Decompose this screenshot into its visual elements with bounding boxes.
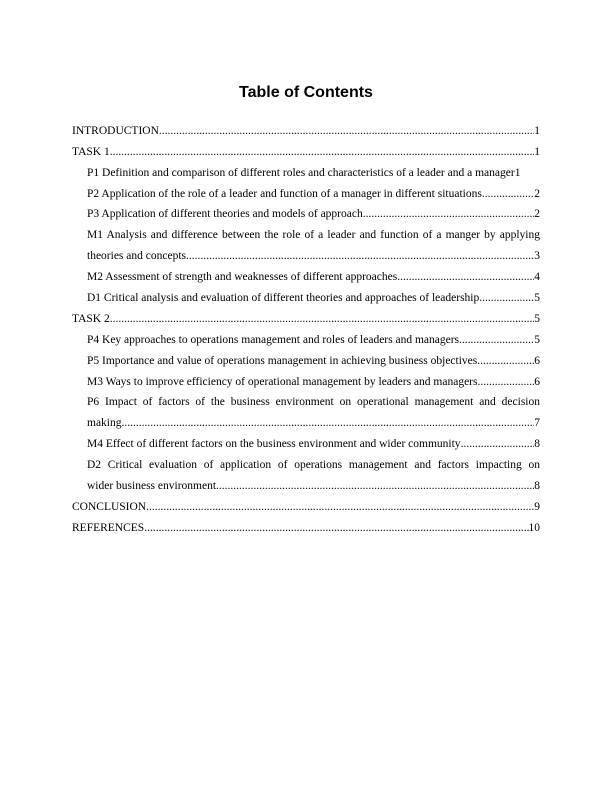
toc-entry-text: REFERENCES — [72, 521, 145, 534]
toc-entry-p2[interactable] — [72, 179, 540, 200]
toc-entry-m4[interactable] — [72, 429, 540, 450]
toc-entry-text: TASK 1 — [72, 145, 110, 158]
toc-leader-dots — [146, 501, 534, 513]
toc-entry-task-1[interactable] — [72, 137, 540, 158]
toc-leader-dots — [144, 522, 528, 534]
toc-entry-text: making — [87, 417, 122, 430]
toc-entry-text-line1: P6 Impact of factors of the business environment on operational management and decision — [87, 396, 540, 409]
toc-entry-text: P5 Importance and value of operations management in achieving business objectives — [87, 354, 478, 367]
toc-leader-dots — [110, 313, 535, 325]
toc-entry-page: 7 — [534, 417, 540, 430]
toc-entry-m2[interactable] — [72, 262, 540, 283]
toc-entry-page: 5 — [534, 292, 540, 305]
toc-entry-page: 1 — [534, 124, 540, 137]
toc-leader-dots — [459, 334, 534, 346]
table-of-contents — [72, 116, 540, 534]
toc-entry-text: wider business environment — [87, 480, 217, 493]
toc-entry-page: 1 — [514, 166, 521, 179]
toc-leader-dots — [363, 208, 535, 220]
toc-entry-page: 5 — [534, 333, 540, 346]
toc-leader-dots — [477, 355, 534, 367]
toc-leader-dots — [461, 438, 535, 450]
toc-title: Table of Contents — [239, 84, 373, 101]
toc-entry-page: 10 — [528, 521, 540, 534]
toc-entry-p6[interactable] — [72, 408, 540, 429]
toc-leader-dots — [186, 250, 534, 262]
toc-entry-text: M3 Ways to improve efficiency of operational management by leaders and managers — [87, 375, 478, 388]
toc-entry-task-2[interactable] — [72, 304, 540, 325]
toc-entry-page: 5 — [534, 312, 540, 325]
toc-leader-dots — [110, 146, 535, 158]
toc-leader-dots — [477, 376, 534, 388]
toc-entry-conclusion[interactable] — [72, 492, 540, 513]
toc-entry-d2-line1[interactable] — [72, 450, 540, 471]
toc-entry-page: 6 — [534, 375, 540, 388]
toc-entry-text-line1: M1 Analysis and difference between the role of a leader and function of a manger by applying — [87, 229, 540, 242]
toc-leader-dots — [159, 125, 534, 137]
toc-entry-page: 3 — [534, 250, 540, 263]
toc-entry-text: CONCLUSION — [72, 500, 147, 513]
toc-entry-page: 1 — [534, 145, 540, 158]
toc-entry-text: M2 Assessment of strength and weaknesses of different approaches — [87, 271, 398, 284]
toc-entry-text-line1: D2 Critical evaluation of application of operations management and factors impacting on — [87, 459, 540, 472]
toc-entry-page: 8 — [534, 438, 540, 451]
toc-entry-page: 4 — [534, 271, 540, 284]
toc-leader-dots — [479, 292, 534, 304]
toc-leader-dots — [397, 271, 534, 283]
toc-entry-m3[interactable] — [72, 367, 540, 388]
toc-entry-d2[interactable] — [72, 471, 540, 492]
toc-entry-p4[interactable] — [72, 325, 540, 346]
toc-entry-text: M4 Effect of different factors on the business environment and wider community — [87, 438, 461, 451]
toc-entry-text: P1 Definition and comparison of different roles and characteristics of a leader and a manager — [87, 166, 515, 179]
toc-entry-m1[interactable] — [72, 241, 540, 262]
toc-entry-text: P3 Application of different theories and models of approach — [87, 208, 363, 221]
toc-entry-d1[interactable] — [72, 283, 540, 304]
toc-entry-text: TASK 2 — [72, 312, 110, 325]
toc-entry-page: 2 — [534, 208, 540, 221]
toc-entry-text: theories and concepts — [87, 250, 186, 263]
toc-entry-page: 8 — [534, 480, 540, 493]
toc-leader-dots — [122, 417, 535, 429]
toc-entry-p3[interactable] — [72, 200, 540, 221]
toc-leader-dots — [482, 188, 534, 200]
toc-entry-text: P4 Key approaches to operations management and roles of leaders and managers — [87, 333, 460, 346]
toc-entry-text: INTRODUCTION — [72, 124, 159, 137]
toc-entry-m1-line1[interactable] — [72, 220, 540, 241]
toc-entry-p1[interactable] — [72, 158, 540, 179]
toc-entry-page: 9 — [534, 500, 540, 513]
toc-entry-p5[interactable] — [72, 346, 540, 367]
toc-entry-text: P2 Application of the role of a leader and function of a manager in different situations — [87, 187, 482, 200]
toc-leader-dots — [216, 480, 534, 492]
toc-entry-introduction[interactable] — [72, 116, 540, 137]
toc-entry-page: 6 — [534, 354, 540, 367]
toc-entry-page: 2 — [534, 187, 540, 200]
toc-entry-text: D1 Critical analysis and evaluation of different theories and approaches of leadership — [87, 292, 480, 305]
toc-entry-references[interactable] — [72, 513, 540, 534]
toc-entry-p6-line1[interactable] — [72, 388, 540, 409]
